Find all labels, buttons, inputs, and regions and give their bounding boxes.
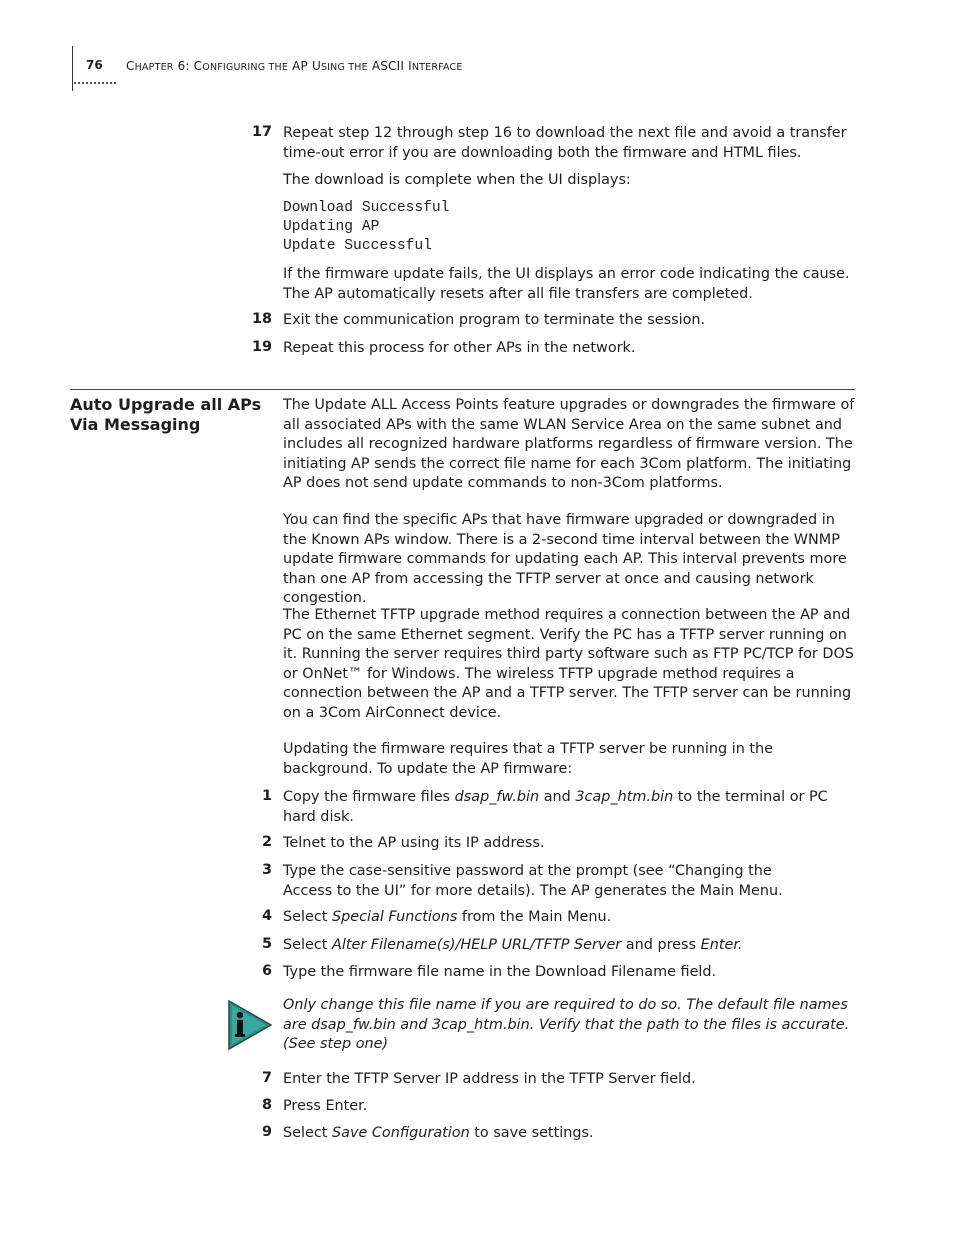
step-number: 6 xyxy=(261,963,272,979)
code-line: Updating AP xyxy=(283,219,380,235)
paragraph: Updating the firmware requires that a TFTP server be running in the background. To update the AP firmware: xyxy=(283,741,774,777)
download-complete-text: The download is complete when the UI displays: xyxy=(283,172,631,188)
step-text: Type the case-sensitive password at the prompt (see “Changing the Access to the UI” for more details). The AP generates the Main Menu. xyxy=(283,863,783,899)
step-text: Enter the TFTP Server IP address in the TFTP Server field. xyxy=(283,1071,696,1087)
paragraph: The Ethernet TFTP upgrade method requires a connection between the AP and PC on the same Ethernet segment. Verify the PC has a TFTP server running on it. Running the server requires third party software such as FTP PC/TCP for DOS or OnNet™ for Windows. The wireless TFTP upgrade method requires a connection between the AP and a TFTP server. The TFTP server can be running on a 3Com AirConnect device. xyxy=(283,607,854,721)
step-number: 5 xyxy=(261,936,272,952)
firmware-fail-text: If the firmware update fails, the UI displays an error code indicating the cause. The AP automatically resets after all file transfers are completed. xyxy=(283,266,850,302)
step-text: Type the firmware file name in the Download Filename field. xyxy=(283,964,717,980)
step-text: Exit the communication program to terminate the session. xyxy=(283,312,706,328)
section-title: Auto Upgrade all APs Via Messaging xyxy=(70,395,262,434)
step-number: 1 xyxy=(261,788,272,804)
page-number: 76 xyxy=(86,58,103,72)
step-text: Select Alter Filename(s)/HELP URL/TFTP Server and press Enter. xyxy=(283,937,743,953)
step-number: 9 xyxy=(261,1124,272,1140)
header-dotted-line xyxy=(74,82,116,84)
step-text: Telnet to the AP using its IP address. xyxy=(283,835,545,851)
step-number: 8 xyxy=(261,1097,272,1113)
code-line: Download Successful xyxy=(283,200,450,216)
step-number: 3 xyxy=(261,862,272,878)
code-line: Update Successful xyxy=(283,238,432,254)
note-text: Only change this file name if you are required to do so. The default file names are dsap_fw.bin and 3cap_htm.bin. Verify that the path to the files is accurate. (See step one) xyxy=(283,997,850,1053)
header-divider xyxy=(72,46,73,91)
step-number: 2 xyxy=(261,834,272,850)
step-number: 4 xyxy=(261,908,272,924)
step-number: 7 xyxy=(261,1070,272,1086)
step-text: Repeat step 12 through step 16 to download the next file and avoid a transfer time-out error if you are downloading both the firmware and HTML files. xyxy=(283,125,847,161)
step-number: 18 xyxy=(251,311,272,327)
paragraph: You can find the specific APs that have firmware upgraded or downgraded in the Known APs window. There is a 2-second time interval between the WNMP update firmware commands for updating each AP. This interval prevents more than one AP from accessing the TFTP server at once and causing network congestion. xyxy=(283,512,847,607)
step-number: 19 xyxy=(251,339,272,355)
paragraph: The Update ALL Access Points feature upgrades or downgrades the firmware of all associated APs with the same WLAN Service Area on the same subnet and includes all recognized hardware platforms regardless of firmware version. The initiating AP sends the correct file name for each 3Com platform. The initiating AP does not send update commands to non-3Com platforms. xyxy=(283,397,855,492)
step-number: 17 xyxy=(251,124,272,140)
info-icon xyxy=(228,1000,272,1050)
chapter-title: CHAPTER 6: CONFIGURING THE AP USING THE ASCII INTERFACE xyxy=(126,59,463,73)
step-text: Select Special Functions from the Main Menu. xyxy=(283,909,612,925)
step-text: Select Save Configuration to save settings. xyxy=(283,1125,594,1141)
step-text: Repeat this process for other APs in the network. xyxy=(283,340,636,356)
step-text: Press Enter. xyxy=(283,1098,368,1114)
section-rule xyxy=(70,389,855,390)
step-text: Copy the firmware files dsap_fw.bin and 3cap_htm.bin to the terminal or PC hard disk. xyxy=(283,789,828,825)
